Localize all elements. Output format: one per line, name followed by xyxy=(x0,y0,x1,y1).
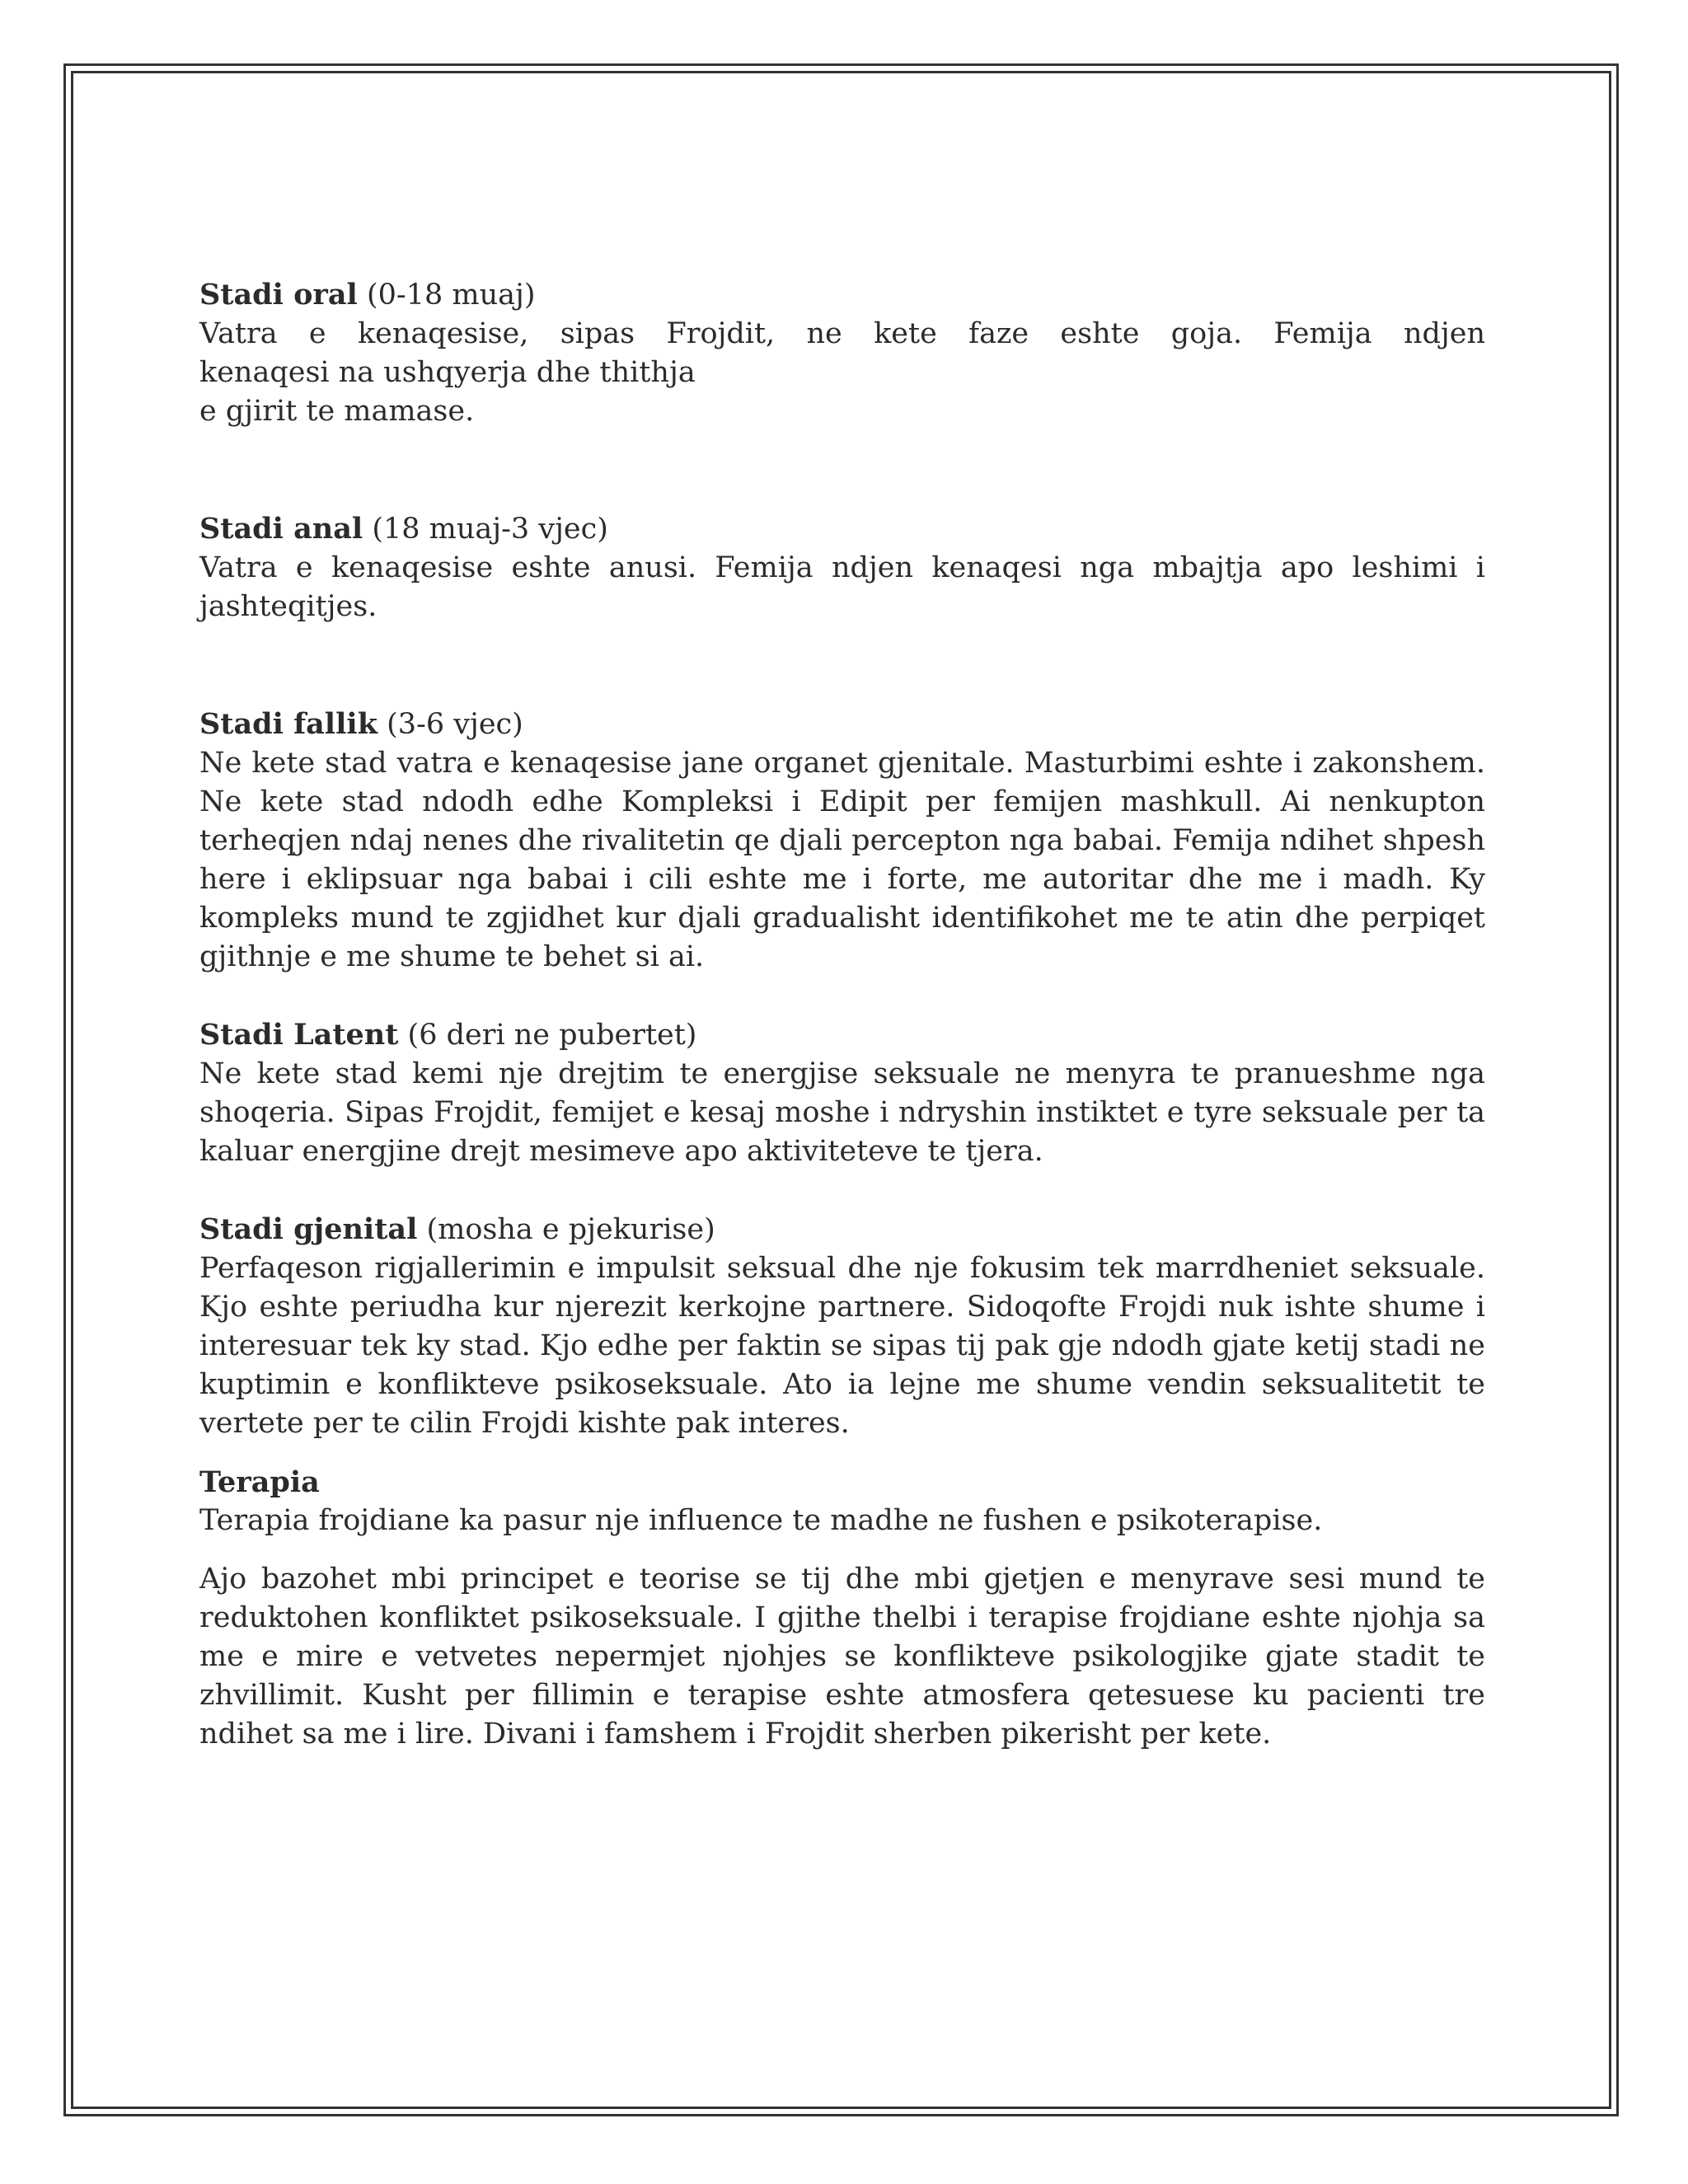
paragraph: Terapia frojdiane ka pasur nje influence te madhe ne fushen e psikoterapise. xyxy=(199,1504,1323,1537)
section-anal-stage xyxy=(199,509,1485,626)
section-heading xyxy=(199,275,1485,315)
paragraph: Ne kete stad kemi nje drejtim te energjise seksuale ne menyra te pranueshme nga shoqeria. Sipas Frojdit, femijet e kesaj moshe i ndryshin instiktet e tyre seksuale per ta kaluar energjine drejt mesimeve apo aktiviteteve te tjera. xyxy=(199,1057,1485,1168)
document-body xyxy=(199,275,1485,1754)
section-heading xyxy=(199,509,1485,549)
section-heading xyxy=(199,705,1485,744)
heading-title: Stadi gjenital xyxy=(199,1212,418,1246)
paragraph-line: Vatra e kenaqesise, sipas Frojdit, ne kete faze eshte goja. Femija ndjen xyxy=(199,317,1485,350)
paragraph-line: e gjirit te mamase. xyxy=(199,395,475,428)
heading-title: Stadi oral xyxy=(199,278,358,312)
paragraph: Ajo bazohet mbi principet e teorise se tij dhe mbi gjetjen e menyrave sesi mund te reduktohen konfliktet psikoseksuale. I gjithe thelbi i terapise frojdiane eshte njohja sa me e mire e vetvetes nepermjet njohjes se konflikteve psikologjike gjate stadit te zhvillimit. Kusht per fillimin e terapise eshte atmosfera qetesuese ku pacienti tre ndihet sa me i lire. Divani i famshem i Frojdit sherben pikerisht per kete. xyxy=(199,1563,1485,1750)
section-therapy xyxy=(199,1463,1485,1754)
heading-title: Stadi Latent xyxy=(199,1018,399,1052)
section-genital-stage xyxy=(199,1210,1485,1443)
heading-subtitle: (18 muaj-3 vjec) xyxy=(363,513,608,546)
section-heading: Terapia xyxy=(199,1465,320,1499)
heading-subtitle: (mosha e pjekurise) xyxy=(417,1213,715,1246)
paragraph-line: kenaqesi na ushqyerja dhe thithja xyxy=(199,356,696,389)
paragraph: Perfaqeson rigjallerimin e impulsit seksual dhe nje fokusim tek marrdheniet seksuale. Kjo eshte periudha kur njerezit kerkojne partnere. Sidoqofte Frojdi nuk ishte shume i interesuar tek ky stad. Kjo edhe per faktin se sipas tij pak gje ndodh gjate ketij stadi ne kuptimin e konflikteve psikoseksuale. Ato ia lejne me shume vendin seksualitetit te vertete per te cilin Frojdi kishte pak interes. xyxy=(199,1252,1485,1440)
section-phallic-stage xyxy=(199,705,1485,977)
heading-subtitle: (0-18 muaj) xyxy=(357,279,536,312)
heading-subtitle: (3-6 vjec) xyxy=(377,708,523,741)
paragraph: Ne kete stad vatra e kenaqesise jane organet gjenitale. Masturbimi eshte i zakonshem. Ne kete stad ndodh edhe Kompleksi i Edipit per femijen mashkull. Ai nenkupton terheqjen ndaj nenes dhe rivalitetin qe djali percepton nga babai. Femija ndihet shpesh here i eklipsuar nga babai i cili eshte me i forte, me autoritar dhe me i madh. Ky kompleks mund te zgjidhet kur djali gradualisht identifikohet me te atin dhe perpiqet gjithnje e me shume te behet si ai. xyxy=(199,747,1485,973)
section-heading xyxy=(199,1015,1485,1055)
heading-title: Stadi fallik xyxy=(199,707,377,741)
section-oral-stage xyxy=(199,275,1485,431)
heading-title: Stadi anal xyxy=(199,512,363,546)
paragraph: Vatra e kenaqesise eshte anusi. Femija ndjen kenaqesi nga mbajtja apo leshimi i jashteqitjes. xyxy=(199,551,1485,623)
heading-subtitle: (6 deri ne pubertet) xyxy=(398,1019,697,1052)
section-latent-stage xyxy=(199,1015,1485,1171)
section-heading xyxy=(199,1210,1485,1249)
